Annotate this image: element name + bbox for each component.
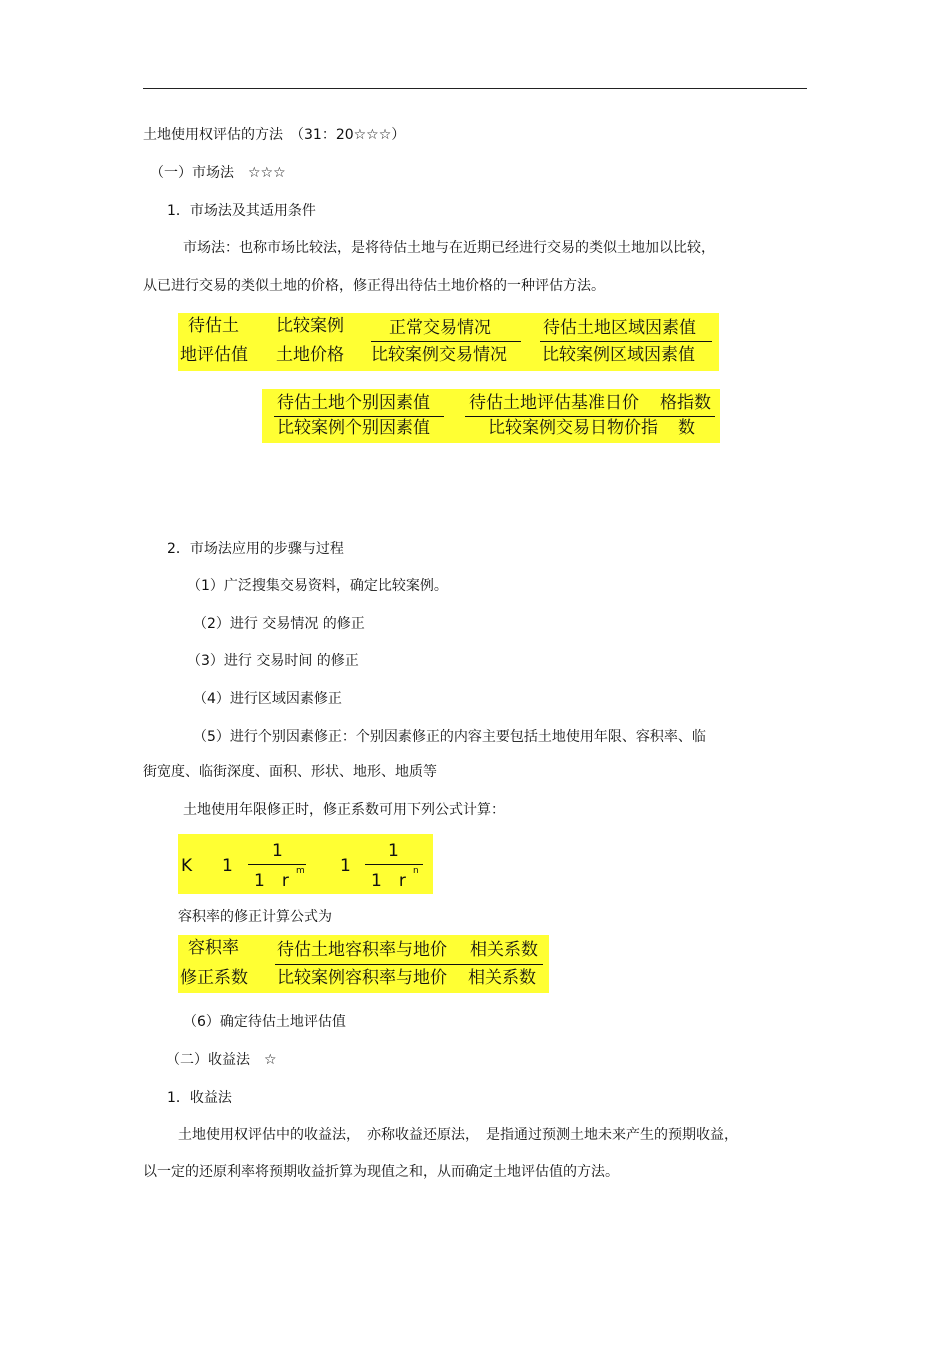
- far-numerator: 待估土地容积率与地价: [277, 940, 447, 960]
- far-denominator: 比较案例容积率与地价: [277, 968, 447, 988]
- sec2-title: （二）收益法 ☆: [166, 1052, 277, 1068]
- formula1-trade-numerator: 正常交易情况: [389, 318, 491, 338]
- formula2-date-denominator: 比较案例交易日物价指: [488, 418, 658, 438]
- step-6: （6）确定待估土地评估值: [183, 1014, 346, 1030]
- k-denominator-b: 1 r: [371, 871, 406, 891]
- step-2: （2）进行 交易情况 的修正: [193, 616, 365, 632]
- k-exponent-m: m: [296, 866, 305, 876]
- step-3: （3）进行 交易时间 的修正: [187, 653, 359, 669]
- far-numerator-coef: 相关系数: [470, 940, 538, 960]
- step-4: （4）进行区域因素修正: [193, 691, 342, 707]
- formula-box-1: [178, 313, 719, 371]
- formula1-fraction-line-a: [371, 341, 521, 342]
- k-formula-box: [178, 834, 433, 894]
- sec2-item1-title: 1．收益法: [167, 1090, 232, 1106]
- sec1-item1-title: 1．市场法及其适用条件: [167, 203, 316, 219]
- formula1-trade-denominator: 比较案例交易情况: [371, 345, 507, 365]
- k-denominator-a: 1 r: [254, 871, 289, 891]
- income-definition-line-2: 以一定的还原利率将预期收益折算为现值之和，从而确定土地评估值的方法。: [143, 1164, 619, 1180]
- formula2-individual-denominator: 比较案例个别因素值: [277, 418, 430, 438]
- formula1-case-top: 比较案例: [276, 316, 344, 336]
- sec1-item2-title: 2．市场法应用的步骤与过程: [167, 541, 344, 557]
- formula-box-2: [262, 389, 720, 443]
- section-heading: 土地使用权评估的方法 （31：20☆☆☆）: [143, 127, 406, 143]
- formula2-individual-numerator: 待估土地个别因素值: [277, 393, 430, 413]
- k-one-b: 1: [340, 856, 351, 876]
- formula1-label-bottom: 地评估值: [180, 345, 248, 365]
- formula1-region-denominator: 比较案例区域因素值: [542, 345, 695, 365]
- formula1-label-top: 待估土: [188, 316, 239, 336]
- sec1-title: （一）市场法 ☆☆☆: [150, 165, 286, 181]
- k-fraction-line-a: [248, 864, 306, 865]
- formula1-case-bottom: 土地价格: [276, 345, 344, 365]
- far-label-bottom: 修正系数: [180, 968, 248, 988]
- far-formula-box: [178, 935, 549, 993]
- step-5: （5）进行个别因素修正：个别因素修正的内容主要包括土地使用年限、容积率、临: [193, 729, 706, 745]
- years-note: 土地使用年限修正时，修正系数可用下列公式计算：: [183, 802, 505, 818]
- far-fraction-line: [275, 964, 543, 965]
- far-label-top: 容积率: [188, 938, 239, 958]
- header-rule: [143, 88, 807, 89]
- definition-line-1: 市场法：也称市场比较法，是将待估土地与在近期已经进行交易的类似土地加以比较，: [183, 240, 715, 256]
- formula1-fraction-line-b: [540, 341, 712, 342]
- definition-line-2: 从已进行交易的类似土地的价格，修正得出待估土地价格的一种评估方法。: [143, 278, 605, 294]
- k-numerator-b: 1: [388, 841, 399, 861]
- k-numerator-a: 1: [272, 841, 283, 861]
- k-fraction-line-b: [365, 864, 423, 865]
- k-exponent-n: n: [413, 866, 419, 876]
- formula2-index-denominator: 数: [678, 418, 695, 438]
- k-one-a: 1: [222, 856, 233, 876]
- step-5-continued: 街宽度、临街深度、面积、形状、地形、地质等: [143, 764, 437, 780]
- formula2-index-numerator: 格指数: [660, 393, 711, 413]
- k-symbol: K: [181, 856, 193, 876]
- formula2-date-numerator: 待估土地评估基准日价: [469, 393, 639, 413]
- step-1: （1）广泛搜集交易资料，确定比较案例。: [187, 578, 448, 594]
- far-denominator-coef: 相关系数: [468, 968, 536, 988]
- far-note: 容积率的修正计算公式为: [178, 909, 332, 925]
- formula1-region-numerator: 待估土地区域因素值: [543, 318, 696, 338]
- income-definition-line-1: 土地使用权评估中的收益法， 亦称收益还原法， 是指通过预测土地未来产生的预期收益，: [178, 1127, 738, 1143]
